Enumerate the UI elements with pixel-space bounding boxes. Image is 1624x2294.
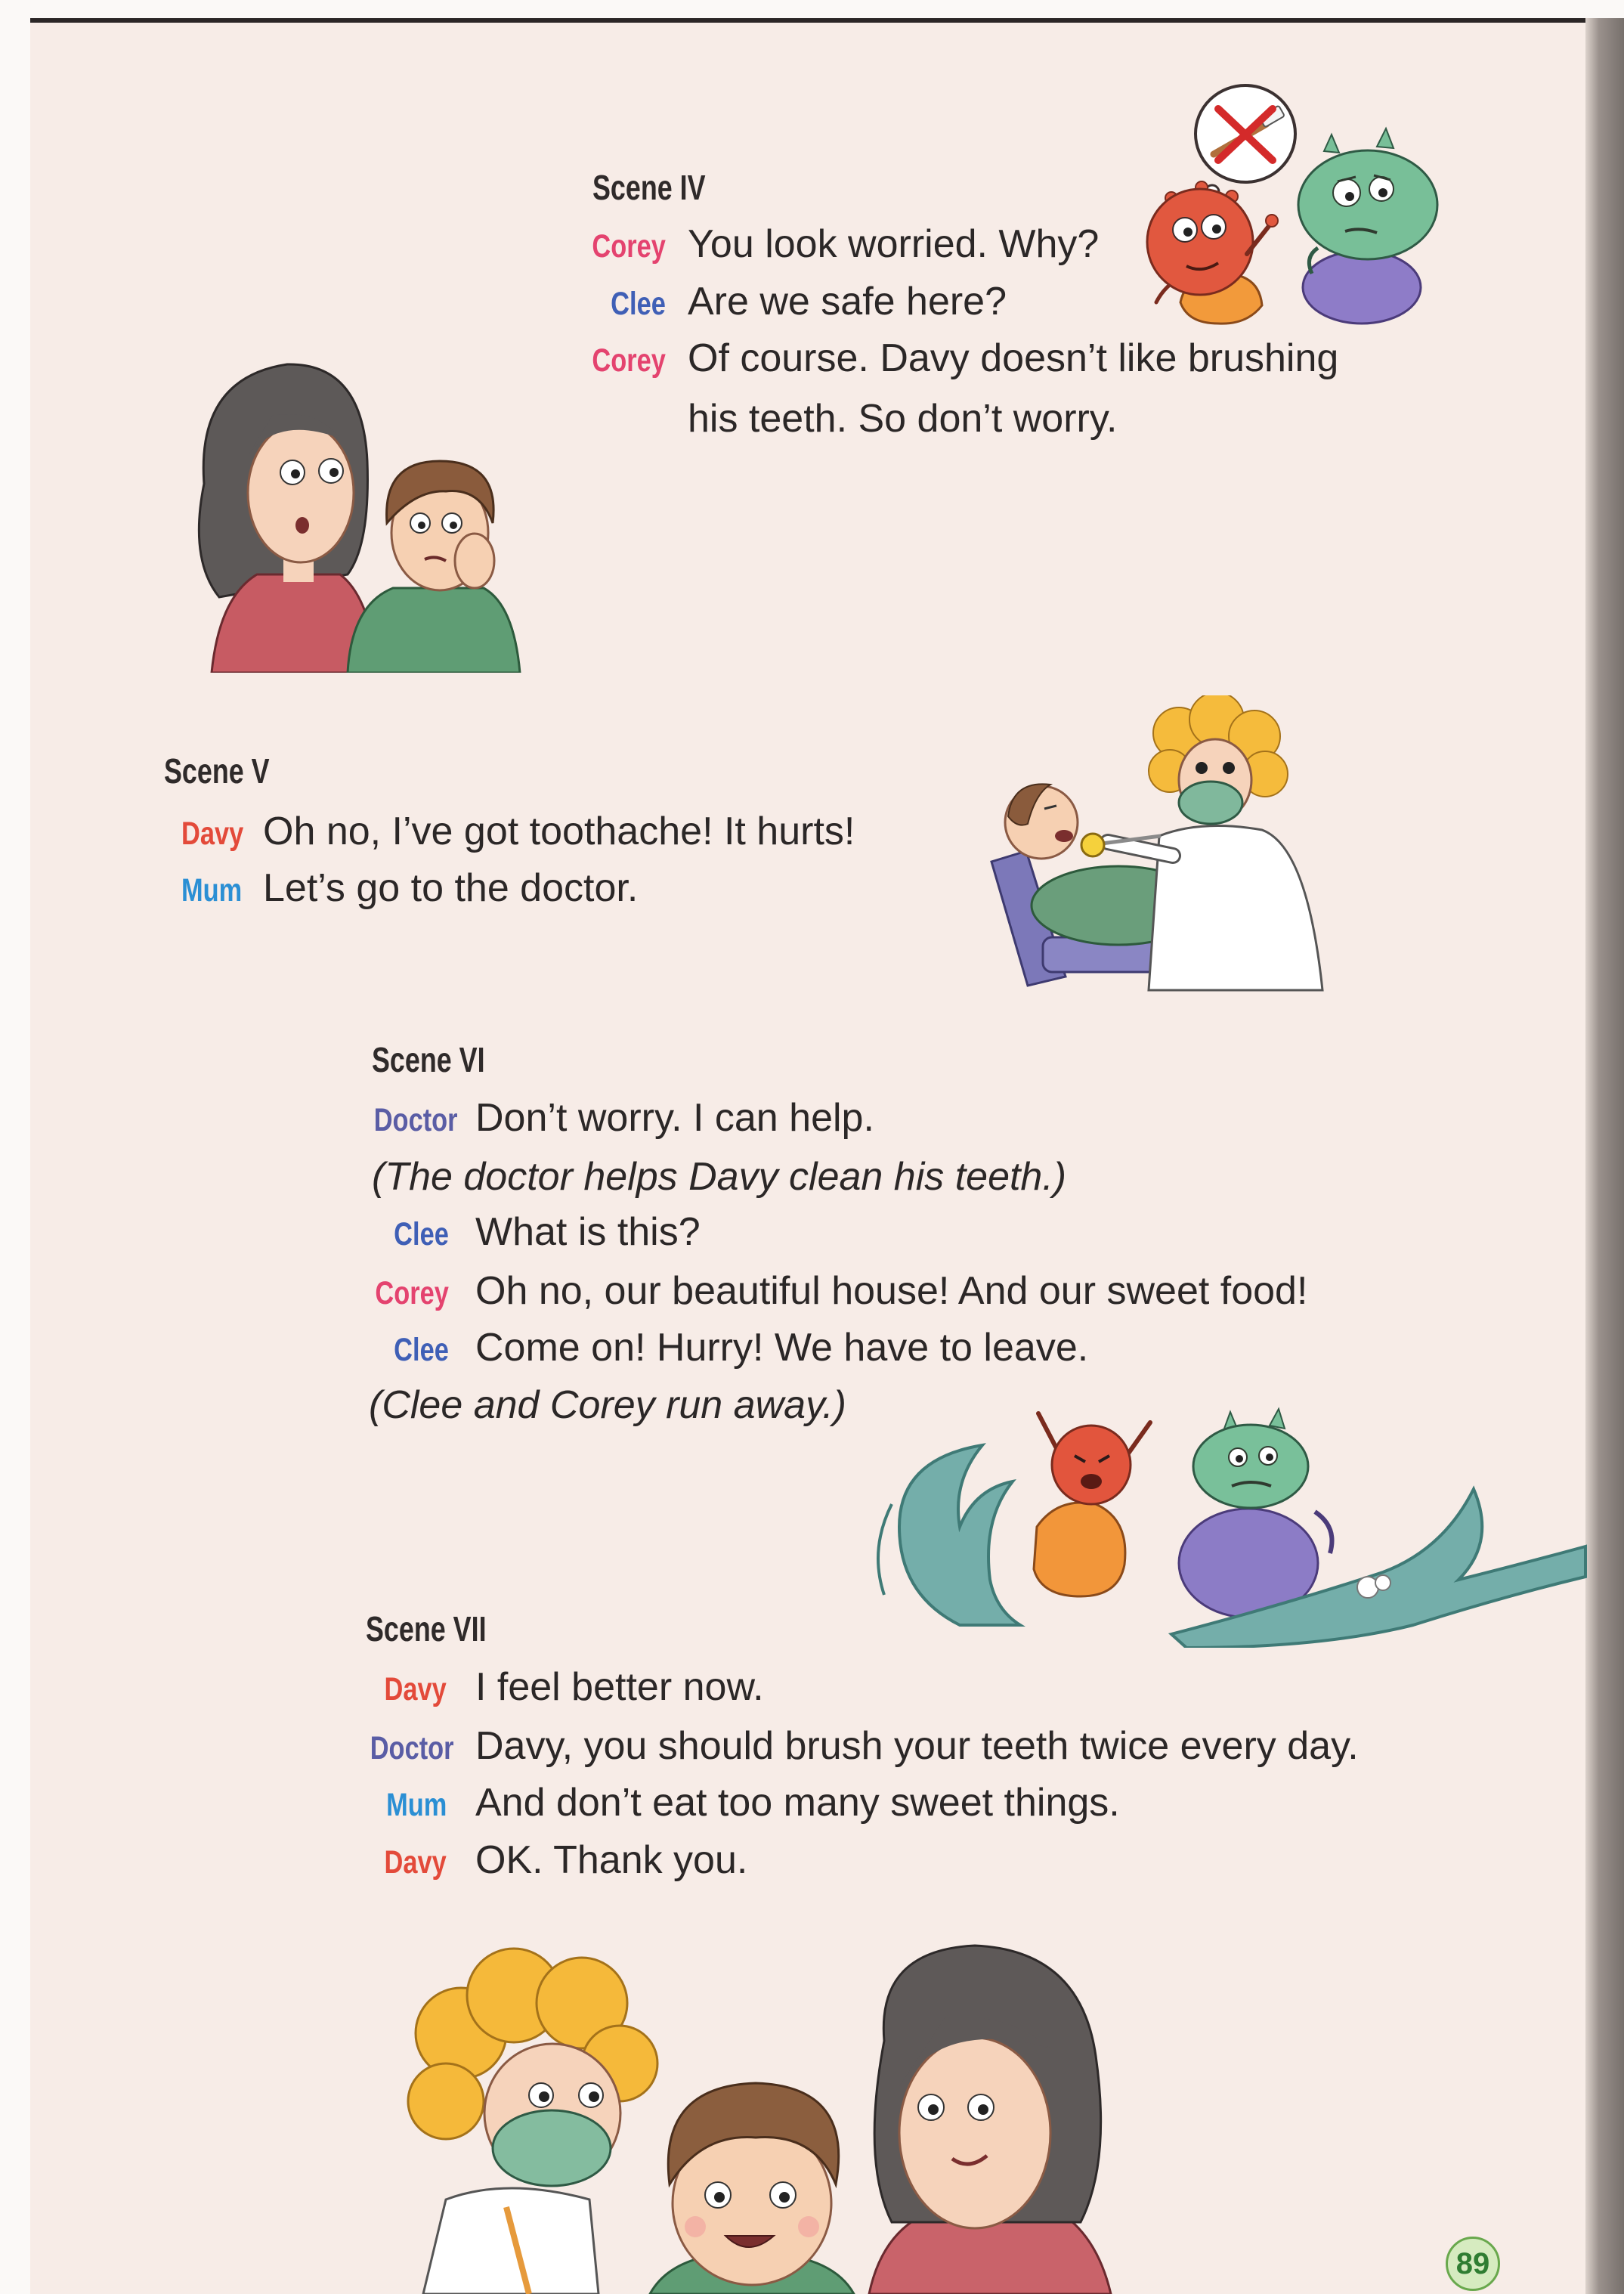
dialogue-text: Oh no, our beautiful house! And our sweet food! (475, 1269, 1308, 1313)
dialogue-text: Oh no, I’ve got toothache! It hurts! (263, 810, 855, 853)
dialogue-text: And don’t eat too many sweet things. (475, 1781, 1120, 1825)
scene-title: Scene IV (592, 168, 706, 207)
speaker-label: Davy (181, 816, 244, 852)
dialogue-text: I feel better now. (475, 1665, 764, 1709)
dialogue-line (0, 1268, 1624, 1314)
germs-running-illustration (869, 1398, 1587, 1648)
speaker-label: Doctor (374, 1102, 458, 1138)
mum-figure (869, 1946, 1111, 2294)
dialogue-line (0, 1780, 1624, 1825)
water-wave-left (878, 1445, 1020, 1625)
dentist-visit-illustration (975, 695, 1338, 998)
speaker-label: Corey (592, 342, 666, 379)
dialogue-text: You look worried. Why? (688, 222, 1100, 266)
worried-germs-illustration (1134, 76, 1466, 333)
stage-direction: (Clee and Corey run away.) (369, 1383, 846, 1427)
davy-figure (650, 2083, 854, 2294)
dialogue-line (0, 1209, 1624, 1255)
clee-germ-running (1179, 1409, 1332, 1618)
dialogue-line (0, 1664, 1624, 1710)
speaker-label: Mum (181, 872, 243, 909)
speaker-label: Davy (384, 1671, 447, 1707)
dialogue-line (0, 1723, 1624, 1769)
dialogue-text: Don’t worry. I can help. (475, 1096, 874, 1140)
speaker-label: Davy (384, 1844, 447, 1881)
speaker-label: Corey (592, 228, 666, 265)
dialogue-text: OK. Thank you. (475, 1838, 748, 1882)
scene-title: Scene V (164, 751, 270, 791)
speaker-label: Corey (375, 1275, 449, 1311)
dialogue-text: Let’s go to the doctor. (263, 866, 639, 910)
stage-direction: (The doctor helps Davy clean his teeth.) (372, 1155, 1067, 1199)
dialogue-line (0, 1837, 1624, 1883)
dialogue-line (0, 1325, 1624, 1370)
doctor-figure (408, 1949, 657, 2294)
mum-and-davy-illustration (189, 348, 521, 673)
dialogue-text: Davy, you should brush your teeth twice every day. (475, 1724, 1359, 1768)
corey-germ-running (1034, 1413, 1150, 1596)
dialogue-text: What is this? (475, 1210, 701, 1254)
dialogue-line (0, 1095, 1624, 1141)
clee-germ (1298, 128, 1437, 324)
dialogue-text: Come on! Hurry! We have to leave. (475, 1326, 1089, 1370)
dialogue-text: Are we safe here? (688, 280, 1007, 324)
dialogue-line (0, 865, 1624, 911)
speaker-label: Doctor (370, 1730, 454, 1766)
speaker-label: Clee (611, 286, 666, 322)
speaker-label: Clee (394, 1332, 449, 1368)
dialogue-text: Of course. Davy doesn’t like brushing (688, 336, 1339, 380)
dialogue-line (0, 809, 1624, 854)
page-top-edge (30, 18, 1610, 23)
scene-title: Scene VI (372, 1040, 485, 1079)
davy-figure (348, 461, 520, 673)
scene-title: Scene VII (366, 1609, 487, 1649)
corey-germ (1147, 181, 1278, 324)
mum-figure (199, 364, 378, 673)
speaker-label: Mum (385, 1787, 447, 1823)
page-number: 89 (1446, 2237, 1500, 2291)
dialogue-text: his teeth. So don’t worry. (688, 397, 1118, 441)
speaker-label: Clee (394, 1216, 449, 1252)
doctor-davy-mum-illustration (401, 1935, 1126, 2294)
